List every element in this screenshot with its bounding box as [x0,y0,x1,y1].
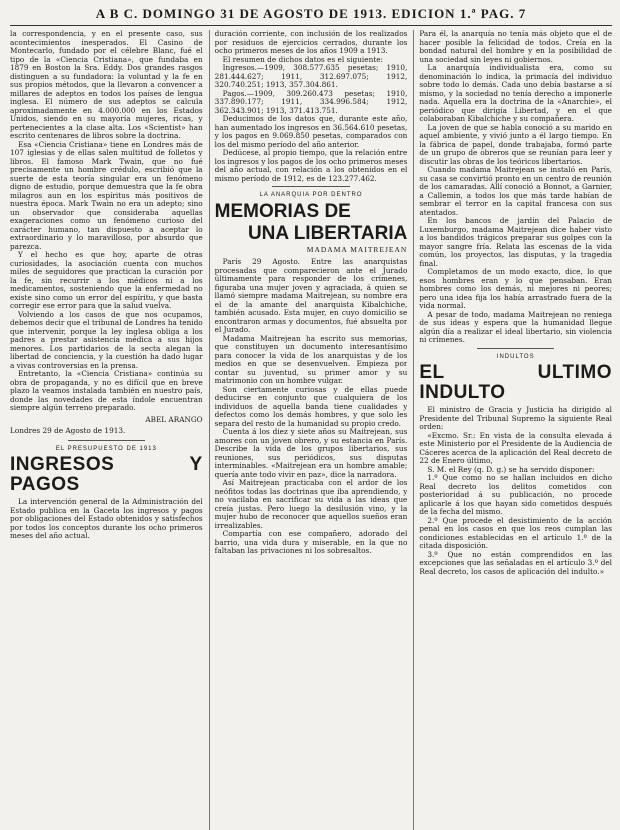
section-kicker: EL PRESUPUESTO DE 1913 [55,445,157,452]
paragraph: S. M. el Rey (q. D. g.) se ha servido disponer: [427,464,595,474]
paragraph: Y el hecho es que hoy, aparte de otras curiosidades, la asociación cuenta con muchos miles de seguidores que practican la curación por la fe, sin recurrir a los médicos ni a los medicamentos, sosteniendo que la enfermedad no existe sino como un error del espíritu, y que basta corregir ese error para que la salud vuelva. [10,250,203,310]
paragraph: Entretanto, la «Ciencia Cristiana» continúa su obra de propaganda, y no es difícil que en breve plazo la veamos instalada también en nuestro país, donde las novedades de esta índole encuentran siempre algún terreno preparado. [10,369,203,412]
article-headline-line2: UNA LIBERTARIA [247,222,408,244]
section-kicker: LA ANARQUIA POR DENTRO [259,192,363,198]
paragraph: Son ciertamente curiosas y de ellas puede deducirse en conjunto que cualquiera de los individuos de aquella banda tiene cualidades y defectos como los demás hombres, y que solo les separa del resto de la humanidad su propio credo. [214,384,408,428]
paragraph: Compartía con ese compañero, adorado del barrio, una vida dura y miserable, en la que no faltaban las privaciones ni los sobresaltos. [214,529,408,555]
paragraph: París 29 Agosto. Entre las anarquistas procesadas que comparecieron ante el Jurado últimamente para responder de los crímenes, figuraba una mujer joven y agraciada, á quien se llamó siempre madama Maitrejean, su nombre era el de la amante del anarquista Kibalchiche, también acusado. Esta mujer, en cuyo domicilio se encontraron armas y documentos, fué absuelta por el Jurado. [214,257,408,334]
paragraph: Volviendo a los casos de que nos ocupamos, debemos decir que el tribunal de Londres ha tenido que intervenir, porque la ley inglesa obliga a los padres a prestar asistencia médica a sus hijos menores. Los partidarios de la secta alegan la libertad de conciencia, y la cuestión ha dado lugar a vivas controversias en la prensa. [10,309,203,370]
paragraph: A pesar de todo, madama Maitrejean no reniega de sus ideas y espera que la humanidad llegue algún día a realizar el ideal libertario, sin violencia ni crímenes. [419,309,613,344]
paragraph: Completamos de un modo exacto, dice, lo que esos hombres eran y lo que pensaban. Eran hombres como los demás, ni mejores ni peores; pero una idea fija los había arrastrado fuera de la vida normal. [419,267,613,310]
paragraph: La intervención general de la Administración del Estado publica en la Gaceta los ingresos y pagos por obligaciones del Estado obtenidos y satisfechos por todos los conceptos durante los ocho primeros meses del año actual. [10,497,203,540]
paragraph: Pagos.—1909, 309.260.473 pesetas; 1910, 337.890.177; 1911, 334.996.584; 1912, 362.343.901; 1913, 371.413.751. [214,88,408,115]
author-signature: ABEL ARANGO [145,414,203,424]
paragraph: Deducimos de los datos que, durante este año, han aumentado los ingresos en 36.564.610 pesetas, y los pagos en 9.069.850 pesetas, comparados con los del mismo período del año anterior. [214,114,408,149]
paragraph: «Excmo. Sr.: En vista de la consulta elevada á este Ministerio por el Presidente de la Audiencia de Cáceres acerca de la aplicación del Real decreto de 22 de Enero último, [419,430,613,465]
column-middle [209,30,408,830]
article-headline-line1: MEMORIAS DE [214,200,351,222]
column-right [413,30,612,830]
paragraph: Para él, la anarquía no tenía más objeto que el de hacer posible la felicidad de todos. Creía en la bondad natural del hombre y en la posibilidad de una sociedad sin leyes ni gobiernos. [419,30,613,64]
paragraph: Dedúcese, al propio tiempo, que la relación entre los ingresos y los pagos de los ocho primeros meses del año actual, con relación a los obtenidos en el mismo período de 1912, es de 123.277.462. [214,148,408,183]
paragraph: Cuenta á los diez y siete años su Maitrejean, sus amores con un joven obrero, y su estancia en París. Describe la vida de los grupos libertarios, sus reuniones, sus periódicos, sus disputas interminables. «Maitrejean era un hombre amable; quería ante todo vivir en paz», dice la narradora. [214,427,408,479]
paragraph: 1.º Que como no se hallan incluidos en dicho Real decreto los delitos cometidos con posterioridad á su publicación, no procede aplicarle á los que hayan sido cometidos después de la fecha del mismo. [419,473,613,516]
dateline: Londres 29 de Agosto de 1913. [10,426,126,435]
paragraph: duración corriente, con inclusión de los realizados por residuos de ejercicios cerrados, durante los ocho primeros meses de los años 1909 a 1913. [214,30,408,55]
section-kicker: INDULTOS [496,353,535,360]
byline: MADAMA MAITREJEAN [306,244,408,254]
paragraph: 3.º Que no están comprendidos en las excepciones que las señaladas en el artículo 3.º del Real decreto, los casos de aplicación del indulto.» [419,549,613,576]
paragraph: Cuando madama Maitrejean se instaló en París, su casa se convirtió pronto en un centro de reunión de los camaradas. Allí conoció a Bonnot, a Garnier, a Callemin, a todos los que más tarde habían de sembrar el terror en la capital francesa con sus atentados. [419,165,613,217]
columns [10,30,612,830]
paragraph: la correspondencia, y en el presente caso, sus acontecimientos inesperados. El Casino de Montecarlo, fundado por el célebre Blanc, fué el tipo de la «Ciencia Cristiana», que fundaba en 1879 en Boston la Sra. Eddy. Dos grandes rasgos distinguen a su fundadora: la voluntad y la fe en sus propios métodos, que la llevaron a convencer a millares de adeptos en todos los países de lengua inglesa. El número de sus adeptos se calcula aproximadamente en 4.000.000 en los Estados Unidos, siendo en su mayoría mujeres, ricas, y pertenecientes a la clase alta. Los «Scientist» han escrito centenares de libros sobre la doctrina. [10,30,203,140]
paragraph: En los bancos de jardín del Palacio de Luxemburgo, madama Maitrejean dice haber visto a los bandidos trágicos preparar sus golpes con la mayor sangre fría. Relata las escenas de la vida común, los proyectos, las disputas, y la tragedia final. [419,216,613,268]
paragraph: Así Maitrejean practicaba con el ardor de los neófitos todas las doctrinas que iba aprendiendo, y no vacilaba en sacrificar su vida a las ideas que creía justas. Pero luego la desilusión vino, y la mujer hubo de reconocer que aquellos sueños eran irrealizables. [214,478,408,530]
paragraph: Esa «Ciencia Cristiana» tiene en Londres más de 107 iglesias y de ellas salen multitud de folletos y libros. El famoso Mark Twain, que no fué precisamente un hombre crédulo, escribió que la suerte de esta teoría singular era un fenómeno digno de estudio, porque demuestra que la fe obra milagros aun en los espíritus más positivos de nuestra época. Mark Twain no era un adepto; sino un observador que consideraba aquellas exageraciones como un fenómeno curioso del carácter humano, tan dispuesto a aceptar lo extraordinario y lo maravilloso, por absurdo que parezca. [10,139,203,251]
paragraph: 2.º Que procede el desistimiento de la acción penal en los casos en que los reos cumplan las condiciones establecidas en el artículo 1.º de la citada disposición. [419,515,613,550]
divider [477,348,554,349]
paragraph: El resumen de dichos datos es el siguiente: [222,54,383,64]
divider [68,440,145,441]
paragraph: Ingresos.—1909, 308.577.635 pesetas; 1910, 281.444.627; 1911, 312.697.075; 1912, 320.740.251; 1913, 357.304.861. [214,63,408,89]
paragraph: La joven de que se habla conoció a su marido en aquel ambiente, y vivió junto a él largo tiempo. En la fábrica de papel, donde trabajaba, formó parte de un grupo de obreros que se reunían para leer y discutir las obras de los teóricos libertarios. [419,122,613,166]
page-masthead: A B C. DOMINGO 31 DE AGOSTO DE 1913. EDICION 1.ª PAG. 7 [10,6,612,26]
paragraph: La anarquía individualista era, como su denominación lo indica, la primacía del individuo sobre todo lo demás. Cada uno debía bastarse a sí mismo, y la sociedad no tenía derecho a imponerle nada. Aquella era la doctrina de la «Anarchie», el periódico que dirigía Libertad, y en el que colaboraban Kibalchiche y su compañera. [419,63,613,123]
paragraph: El ministro de Gracia y Justicia ha dirigido al Presidente del Tribunal Supremo la siguiente Real orden: [419,405,613,431]
column-left [10,30,203,830]
article-headline: INGRESOS Y PAGOS [10,454,203,495]
divider [272,186,349,187]
paragraph: Madama Maitrejean ha escrito sus memorias, que constituyen un documento interesantísimo para conocer la vida de los anarquistas y de los medios en que se desenvuelven. Empieza por contar su juventud, su primer amor y su matrimonio con un hombre vulgar. [214,333,408,385]
article-headline: EL ULTIMO INDULTO [419,362,613,403]
